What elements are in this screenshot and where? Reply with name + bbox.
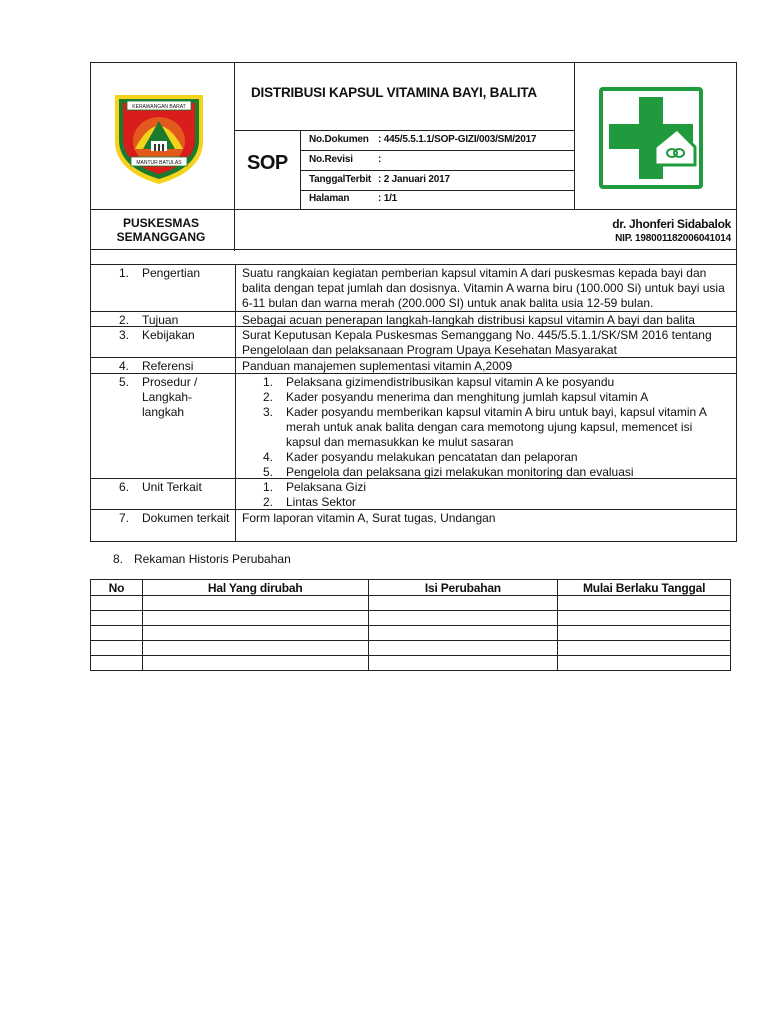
organization-name: PUSKESMAS SEMANGGANG	[116, 216, 206, 244]
signatory-nip: NIP. 198001182006041014	[615, 233, 731, 244]
sop-header	[90, 62, 737, 250]
section-label: Prosedur / Langkah-langkah	[142, 375, 198, 419]
related-unit-list	[242, 479, 736, 511]
section-text: Panduan manajemen suplementasi vitamin A,2009	[242, 359, 513, 373]
header-divider	[574, 63, 575, 209]
section-text: Sebagai acuan penerapan langkah-langkah distribusi kapsul vitamin A bayi dan balita	[242, 313, 695, 327]
history-row	[91, 611, 731, 626]
related-unit: 2. Lintas Sektor	[263, 495, 357, 509]
header-divider	[300, 150, 574, 151]
history-row	[91, 596, 731, 611]
section-row	[91, 374, 736, 479]
history-title: Rekaman Historis Perubahan	[134, 552, 291, 566]
section-number: 2.	[119, 313, 130, 327]
meta-value-no-dokumen: : 445/5.5.1.1/SOP-GIZI/003/SM/2017	[378, 134, 537, 145]
sop-content-table	[90, 250, 737, 542]
section-label: Referensi	[142, 359, 194, 373]
section-row	[91, 358, 736, 374]
history-row	[91, 656, 731, 671]
header-divider	[234, 63, 235, 251]
puskesmas-cross-icon	[599, 87, 703, 189]
sop-label: SOP	[247, 152, 288, 174]
procedure-step: 5. Pengelola dan pelaksana gizi melakukan monitoring dan evaluasi	[263, 465, 634, 479]
section-row	[91, 327, 736, 358]
section-number: 5.	[119, 375, 130, 389]
procedure-list	[242, 374, 736, 481]
section-label: Unit Terkait	[142, 480, 202, 494]
section-label: Dokumen terkait	[142, 511, 230, 525]
section-text: Suatu rangkaian kegiatan pemberian kapsul vitamin A dari puskesmas kepada bayi dan balita dengan tepat jumlah dan dosisnya. Vitamin A warna biru (100.000 Si) untuk bayi usia 6-11 bulan dan warna merah (200.000 SI) untuk anak balita usia 12-59 bulan.	[242, 266, 725, 310]
document-title: DISTRIBUSI KAPSUL VITAMINA BAYI, BALITA	[251, 85, 537, 100]
history-col-changed-item: Hal Yang dirubah	[142, 580, 368, 596]
section-row	[91, 265, 736, 312]
meta-label-halaman: Halaman	[309, 193, 350, 204]
section-row	[91, 312, 736, 327]
meta-label-tanggal-terbit: TanggalTerbit	[309, 174, 372, 185]
meta-value-no-revisi: :	[378, 154, 382, 165]
section-label: Pengertian	[142, 266, 201, 280]
header-divider	[91, 209, 736, 210]
procedure-step: 2. Kader posyandu menerima dan menghitung jumlah kapsul vitamin A	[263, 390, 649, 404]
section-label: Tujuan	[142, 313, 179, 327]
section-number: 7.	[119, 511, 130, 525]
section-text: Form laporan vitamin A, Surat tugas, Undangan	[242, 511, 496, 525]
related-unit: 1. Pelaksana Gizi	[263, 480, 367, 494]
history-row	[91, 641, 731, 656]
signatory-name: dr. Jhonferi Sidabalok	[612, 217, 731, 231]
section-row	[91, 479, 736, 510]
history-col-change-content: Isi Perubahan	[368, 580, 558, 596]
section-number: 1.	[119, 266, 130, 280]
meta-label-no-dokumen: No.Dokumen	[309, 134, 369, 145]
history-heading	[113, 552, 291, 566]
procedure-step: 4. Kader posyandu melakukan pencatatan dan pelaporan	[263, 450, 578, 464]
history-col-no: No	[91, 580, 143, 596]
section-number: 4.	[119, 359, 130, 373]
section-number: 6.	[119, 480, 130, 494]
spacer-row	[91, 250, 736, 265]
procedure-step: 1. Pelaksana gizimendistribusikan kapsul vitamin A ke posyandu	[263, 375, 615, 389]
procedure-step: 3. Kader posyandu memberikan kapsul vitamin A biru untuk bayi, kapsul vitamin A merah untuk anak balita dengan cara memotong ujung kapsul, memencet isi kapsul dan memasukkan ke mulut sasaran	[263, 405, 707, 449]
history-row	[91, 626, 731, 641]
history-header-row	[91, 580, 731, 596]
history-number: 8.	[113, 552, 124, 566]
section-label: Kebijakan	[142, 328, 195, 342]
section-text: Surat Keputusan Kepala Puskesmas Semanggang No. 445/5.5.1.1/SK/SM 2016 tentang Pengelolaan dan pelaksanaan Program Upaya Kesehatan Masyarakat	[242, 328, 712, 357]
meta-value-tanggal-terbit: : 2 Januari 2017	[378, 174, 450, 185]
header-divider	[234, 130, 574, 131]
section-row	[91, 510, 736, 541]
history-col-effective-date: Mulai Berlaku Tanggal	[558, 580, 731, 596]
kabupaten-crest-icon	[109, 89, 209, 187]
history-table	[90, 579, 731, 671]
crest-banner-bottom: MANTUR BATULAS	[136, 160, 182, 166]
header-divider	[300, 170, 574, 171]
header-divider	[300, 190, 574, 191]
meta-label-no-revisi: No.Revisi	[309, 154, 353, 165]
meta-value-halaman: : 1/1	[378, 193, 398, 204]
crest-banner-top: KERAWANGAN BARAT	[132, 104, 186, 110]
section-number: 3.	[119, 328, 130, 342]
